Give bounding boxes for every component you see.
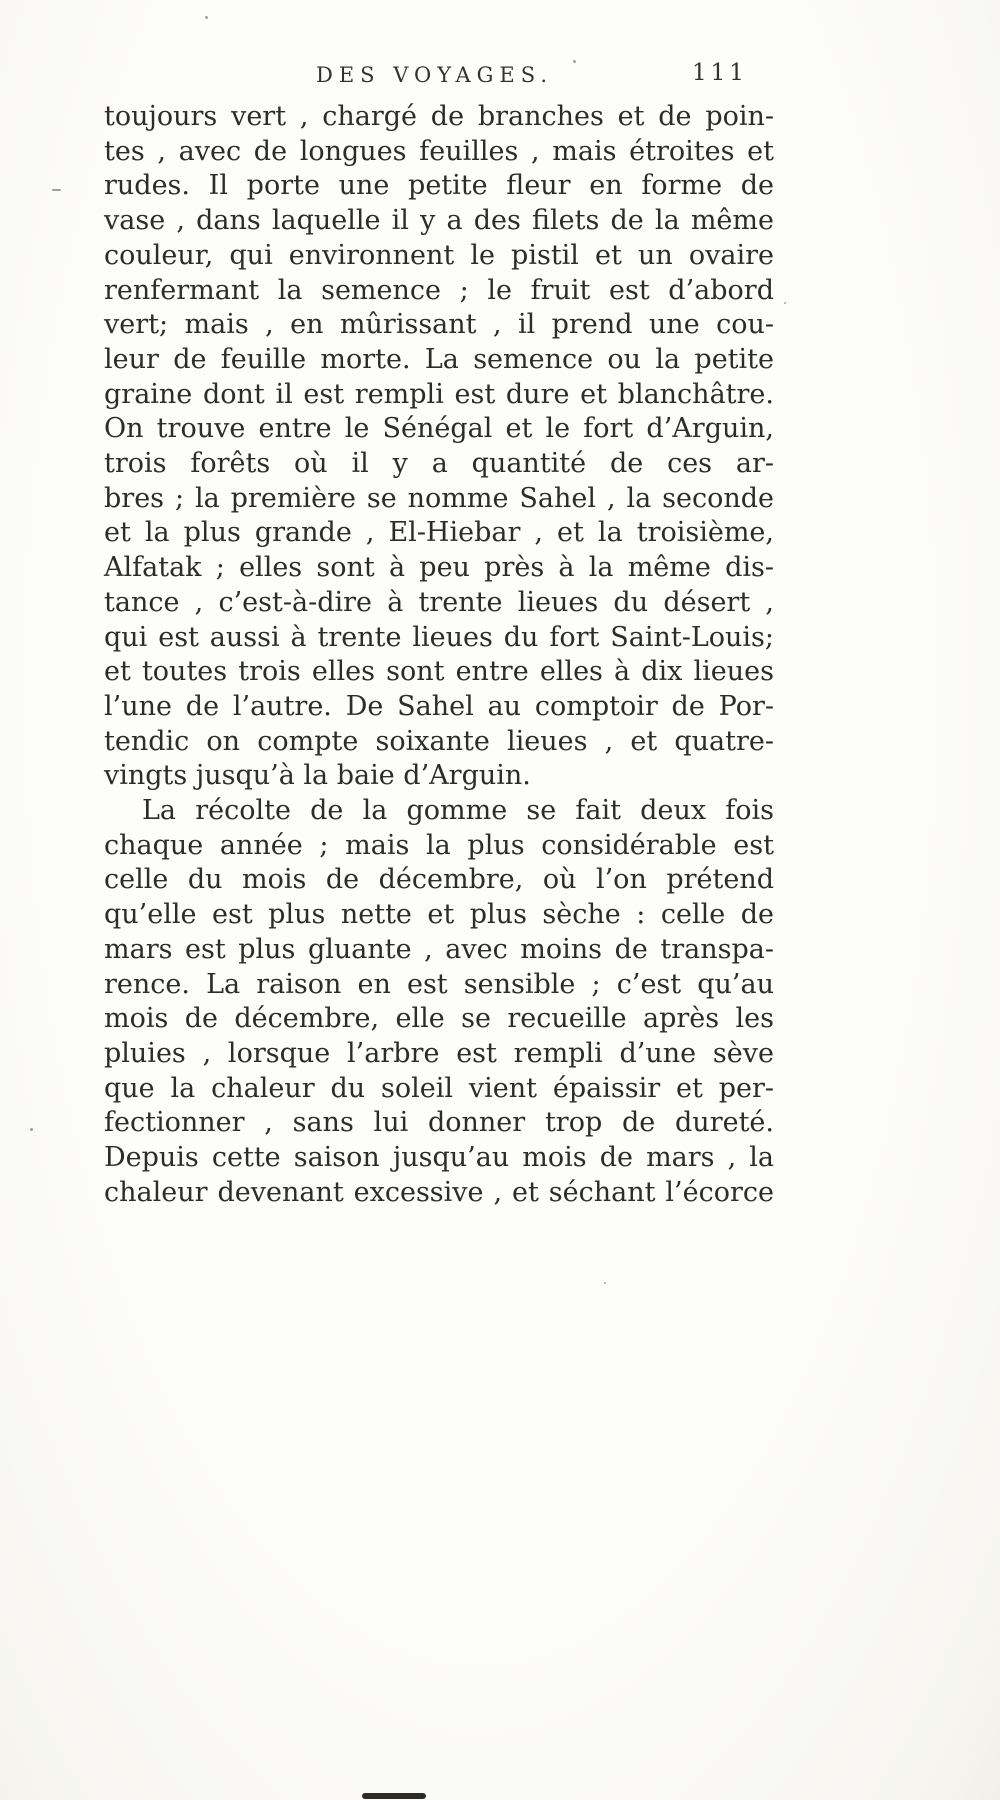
text-line: La récolte de la gomme se fait deux fois [142,795,774,827]
text-line: et toutes trois elles sont entre elles à dix lieues [104,656,774,688]
text-line: trois forêts où il y a quantité de ces ar- [104,448,774,480]
scan-speck [573,60,576,63]
text-line: mois de décembre, elle se recueille après les [104,1003,774,1035]
text-line: l’une de l’autre. De Sahel au comptoir de Por- [104,690,774,722]
scan-speck [604,1282,606,1284]
text-line: rudes. Il porte une petite fleur en forme de [104,170,774,202]
text-line: que la chaleur du soleil vient épaissir et per- [104,1072,774,1104]
text-block [104,100,774,1211]
scan-speck [784,302,786,304]
text-line: mars est plus gluante , avec moins de transpa- [104,933,774,965]
text-line: tes , avec de longues feuilles , mais étroites et [104,135,774,167]
page-number: 111 [692,60,748,86]
scan-speck [30,1128,33,1131]
text-line: pluies , lorsque l’arbre est rempli d’une sève [104,1037,774,1069]
scan-speck [52,189,61,191]
text-line: graine dont il est rempli est dure et blanchâtre. [104,378,774,410]
text-line: vert; mais , en mûrissant , il prend une cou- [104,309,774,341]
text-line: Alfatak ; elles sont à peu près à la même dis- [104,552,774,584]
scan-speck [205,16,208,19]
text-line: toujours vert , chargé de branches et de poin- [104,101,774,132]
text-line: vingts jusqu’à la baie d’Arguin. [104,760,531,792]
running-header-title: DES VOYAGES. [316,63,554,87]
text-line: celle du mois de décembre, où l’on prétend [104,864,774,896]
text-line: fectionner , sans lui donner trop de dureté. [104,1107,774,1139]
text-line: et la plus grande , El-Hiebar , et la troisième, [104,517,774,549]
text-line: tendic on compte soixante lieues , et quatre- [104,725,774,757]
text-line: renfermant la semence ; le fruit est d’abord [104,274,774,306]
scan-smudge [362,1793,426,1799]
text-line: qui est aussi à trente lieues du fort Saint-Louis; [104,621,774,653]
text-line: chaleur devenant excessive , et séchant l’écorce [104,1176,774,1208]
text-line: On trouve entre le Sénégal et le fort d’Arguin, [104,413,774,445]
text-line: rence. La raison en est sensible ; c’est qu’au [104,968,774,1000]
text-line: bres ; la première se nomme Sahel , la seconde [104,482,774,514]
text-line: tance , c’est-à-dire à trente lieues du désert , [104,586,774,618]
text-line: couleur, qui environnent le pistil et un ovaire [104,239,774,271]
text-line: vase , dans laquelle il y a des filets de la même [104,205,774,237]
text-line: qu’elle est plus nette et plus sèche : celle de [104,899,774,931]
text-line: leur de feuille morte. La semence ou la petite [104,343,774,375]
text-line: Depuis cette saison jusqu’au mois de mars , la [104,1142,774,1174]
text-line: chaque année ; mais la plus considérable est [104,829,774,861]
